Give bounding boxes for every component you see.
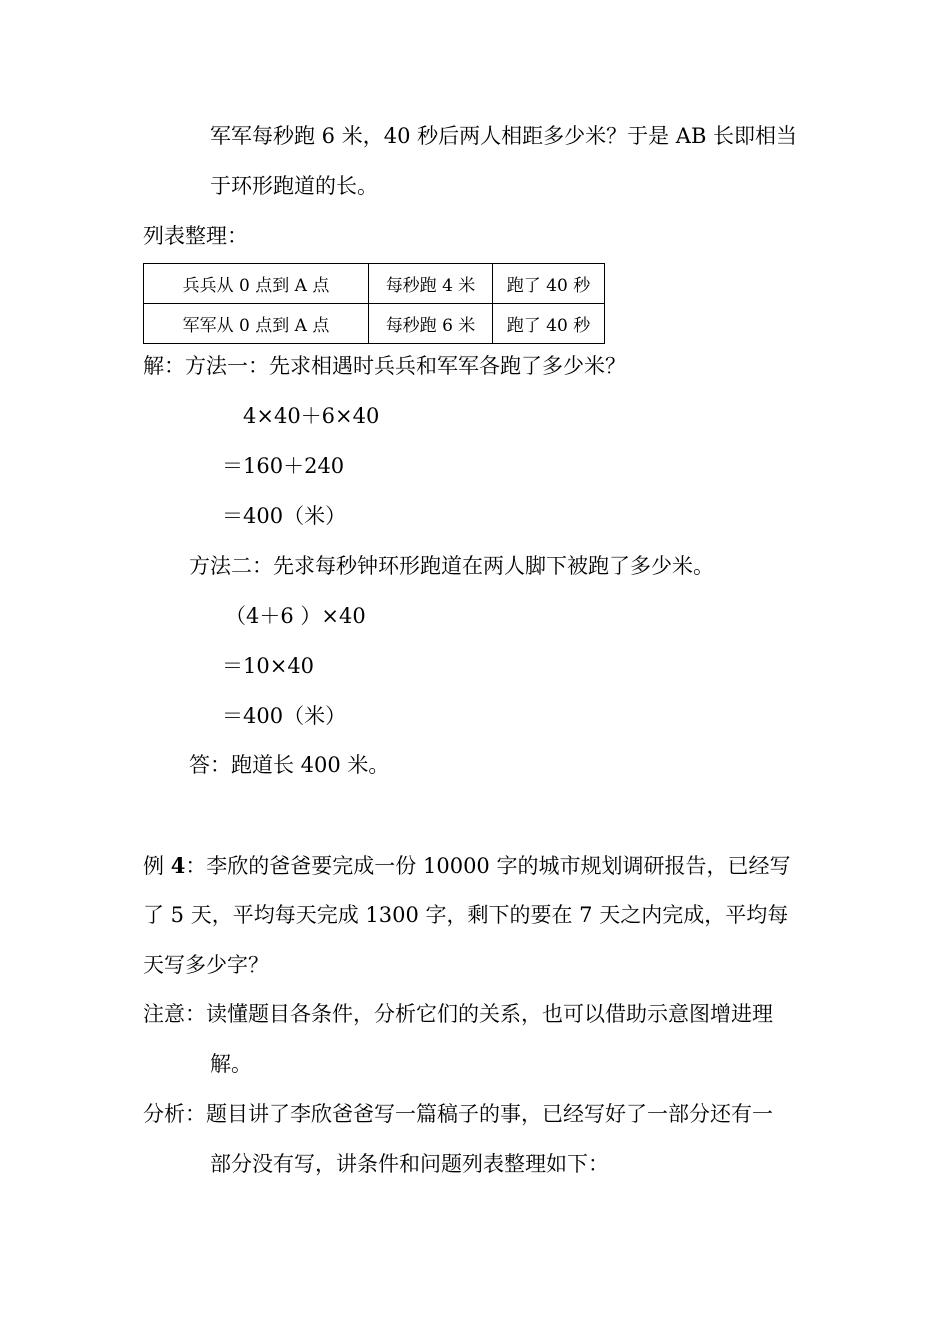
method2-line-2: ＝10×40 <box>222 654 315 678</box>
example4-line-2: 了 5 天，平均每天完成 1300 字，剩下的要在 7 天之内完成，平均每 <box>143 903 789 927</box>
method1-heading: 解：方法一：先求相遇时兵兵和军军各跑了多少米？ <box>143 354 626 378</box>
table-cell: 每秒跑 4 米 <box>369 264 493 304</box>
intro-line-1: 军军每秒跑 6 米，40 秒后两人相距多少米？于是 AB 长即相当 <box>210 124 798 148</box>
table-cell: 每秒跑 6 米 <box>369 304 493 344</box>
example-text: ：李欣的爸爸要完成一份 10000 字的城市规划调研报告，已经写 <box>185 854 791 878</box>
method1-line-2: ＝160＋240 <box>222 454 345 478</box>
method1-line-3: ＝400（米） <box>222 504 347 528</box>
example4-line-1 <box>143 855 790 877</box>
method2-line-3: ＝400（米） <box>222 704 347 728</box>
table-row <box>144 264 605 304</box>
table-heading: 列表整理： <box>143 224 248 248</box>
table-cell: 跑了 40 秒 <box>493 304 605 344</box>
example-number: 4 <box>170 853 186 878</box>
table-cell: 兵兵从 0 点到 A 点 <box>144 264 369 304</box>
table-row <box>144 304 605 344</box>
intro-line-2: 于环形跑道的长。 <box>210 174 378 198</box>
method1-line-1: 4×40＋6×40 <box>243 404 380 428</box>
answer: 答：跑道长 400 米。 <box>189 753 390 777</box>
method2-line-1: （4＋6 ）×40 <box>225 604 366 628</box>
example-label: 例 <box>143 854 164 878</box>
method2-heading: 方法二：先求每秒钟环形跑道在两人脚下被跑了多少米。 <box>189 554 714 578</box>
analysis-line-2: 部分没有写，讲条件和问题列表整理如下： <box>210 1152 609 1176</box>
note-line-1: 注意：读懂题目各条件，分析它们的关系，也可以借助示意图增进理 <box>143 1002 773 1026</box>
table-cell: 跑了 40 秒 <box>493 264 605 304</box>
table-cell: 军军从 0 点到 A 点 <box>144 304 369 344</box>
analysis-line-1: 分析：题目讲了李欣爸爸写一篇稿子的事，已经写好了一部分还有一 <box>143 1102 773 1126</box>
note-line-2: 解。 <box>210 1052 252 1076</box>
example4-line-3: 天写多少字？ <box>143 953 269 977</box>
info-table <box>143 263 605 344</box>
